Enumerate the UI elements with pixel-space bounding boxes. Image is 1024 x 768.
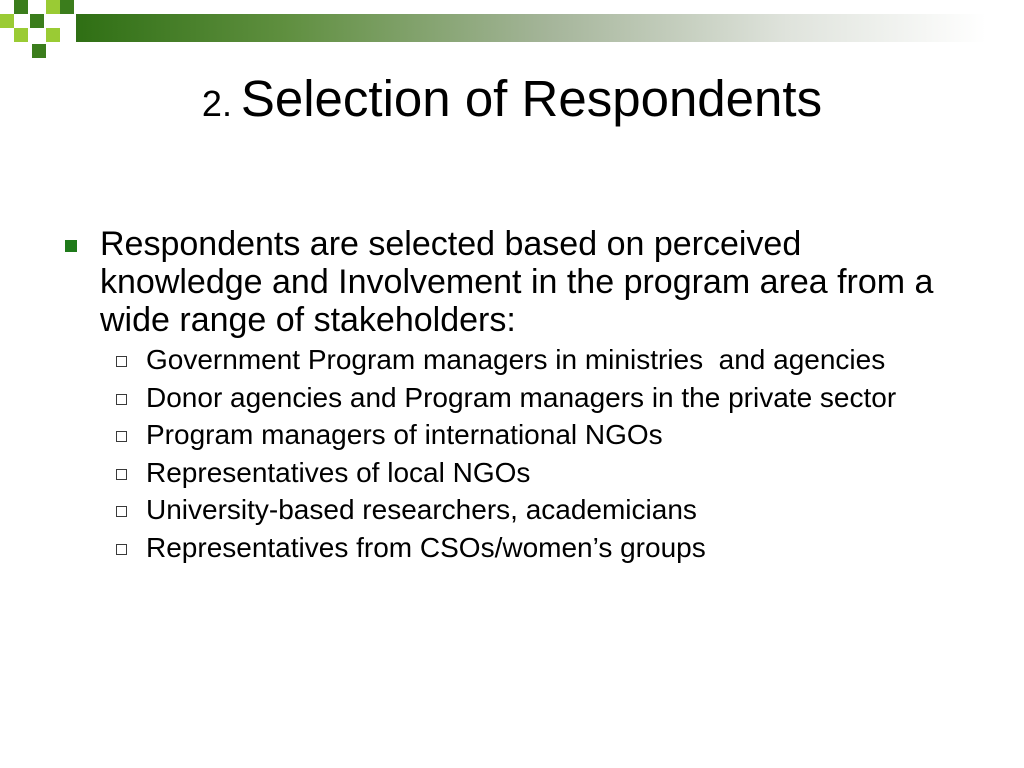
- header-gradient-bar: [76, 14, 1024, 42]
- filled-square-bullet-icon: [65, 240, 77, 252]
- hollow-square-bullet-icon: [116, 469, 127, 480]
- main-bullet-line: Respondents are selected based on perceived: [100, 225, 802, 263]
- list-item: [146, 416, 896, 454]
- hollow-square-bullet-icon: [116, 431, 127, 442]
- sub-bullet-text: University-based researchers, academicians: [146, 494, 697, 525]
- sub-bullet-text: Donor agencies and Program managers in the private sector: [146, 381, 897, 413]
- decor-square: [14, 28, 28, 42]
- list-item: [146, 529, 896, 567]
- decor-square: [30, 14, 44, 28]
- decor-square: [14, 0, 28, 14]
- sub-bullet-text: Government Program managers in ministries and agencies: [146, 344, 886, 375]
- main-bullet-text: [100, 225, 933, 339]
- decor-square: [60, 0, 74, 14]
- decor-square: [46, 28, 60, 42]
- sub-bullet-list: [146, 341, 896, 566]
- slide-title-text: Selection of Respondents: [240, 70, 823, 127]
- decor-square: [0, 14, 14, 28]
- list-item: [146, 491, 896, 529]
- sub-bullet-text: Program managers of international NGOs: [146, 419, 663, 450]
- hollow-square-bullet-icon: [116, 394, 127, 405]
- list-item: [146, 454, 896, 492]
- hollow-square-bullet-icon: [116, 544, 127, 555]
- list-item: [146, 341, 896, 379]
- hollow-square-bullet-icon: [116, 506, 127, 517]
- slide-title-number: 2.: [201, 83, 232, 124]
- decor-square: [32, 44, 46, 58]
- sub-bullet-text: Representatives of local NGOs: [146, 456, 531, 488]
- main-bullet-line: wide range of stakeholders:: [100, 301, 516, 339]
- main-bullet-line: knowledge and Involvement in the program area from a: [100, 263, 934, 301]
- list-item: [146, 379, 896, 417]
- sub-bullet-text: Representatives from CSOs/women’s groups: [146, 531, 706, 563]
- decor-square: [46, 0, 60, 14]
- hollow-square-bullet-icon: [116, 356, 127, 367]
- slide-title: [0, 69, 1024, 135]
